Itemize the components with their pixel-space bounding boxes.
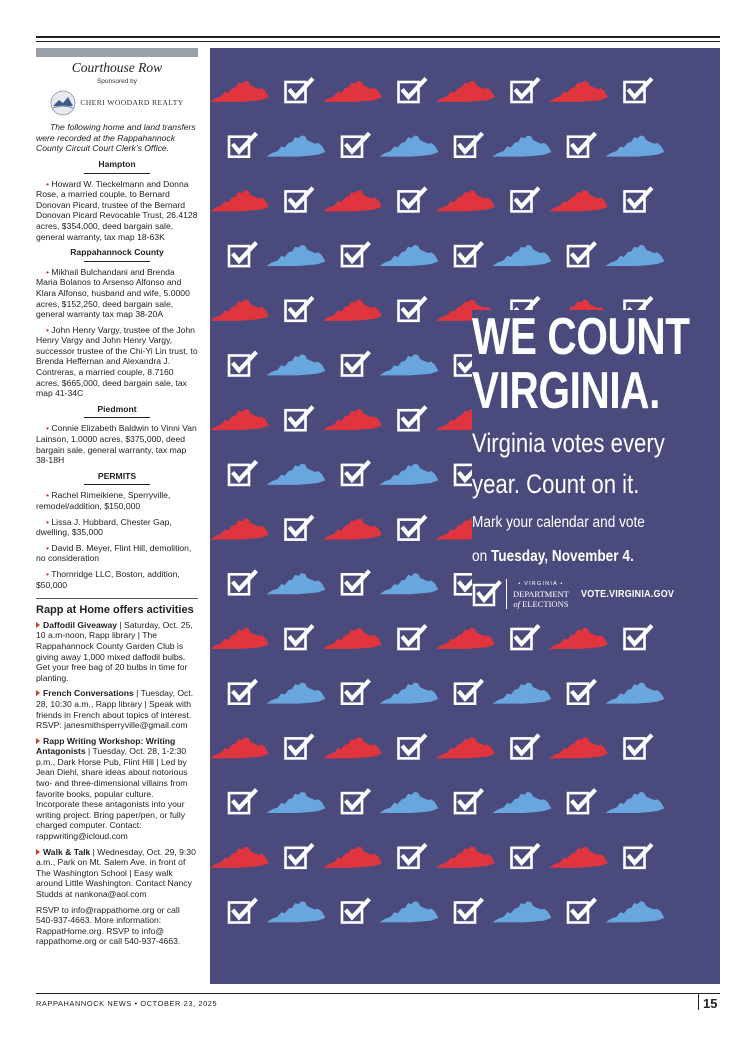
top-rule-thin — [36, 41, 720, 42]
triangle-bullet-icon — [36, 738, 40, 744]
section-heading: Piedmont — [97, 403, 137, 414]
checkbox-check-icon — [342, 135, 368, 157]
virginia-state-icon — [493, 245, 552, 266]
checkbox-check-icon — [568, 135, 594, 157]
virginia-state-icon — [323, 518, 382, 539]
footer-rule — [36, 993, 720, 994]
virginia-state-icon — [549, 190, 608, 211]
bullet-icon: • — [46, 490, 52, 501]
subhead-line-1: Virginia votes every — [472, 428, 665, 458]
divider — [36, 598, 198, 599]
courthouse-row-title: Courthouse Row — [71, 60, 163, 75]
virginia-state-icon — [267, 464, 326, 485]
transfer-text: Lissa J. Hubbard, Chester Gap, dwelling, $35,000 — [36, 516, 172, 538]
virginia-state-icon — [210, 190, 269, 211]
bullet-icon: • — [46, 542, 52, 553]
virginia-state-icon — [493, 901, 552, 922]
left-column — [36, 48, 198, 952]
checkbox-check-icon — [342, 244, 368, 266]
checkbox-check-icon — [455, 682, 481, 704]
sponsor-name: CHERI WOODARD REALTY — [80, 97, 184, 107]
ad-headline-block — [472, 310, 712, 610]
checkbox-check-icon — [286, 627, 312, 649]
footer-publication: RAPPAHANNOCK NEWS • OCTOBER 23, 2025 — [36, 999, 218, 1008]
transfer-text: Rachel Rimeikiene, Sperryville, remodel/addition, $150,000 — [36, 490, 171, 511]
virginia-state-icon — [493, 135, 552, 156]
bullet-icon: • — [46, 423, 52, 434]
transfer-item — [36, 569, 198, 590]
virginia-state-icon — [436, 847, 495, 868]
dept-of: of — [513, 599, 521, 609]
department-text — [506, 579, 569, 609]
virginia-state-icon — [606, 245, 665, 266]
checkbox-check-icon — [625, 189, 651, 211]
checkbox-check-icon — [229, 682, 255, 704]
checkbox-check-icon — [399, 518, 425, 540]
activity-item — [36, 736, 198, 842]
section-heading-rule — [84, 173, 150, 174]
checkbox-check-icon — [455, 901, 481, 923]
virginia-state-icon — [436, 81, 495, 102]
virginia-state-icon — [380, 135, 439, 156]
virginia-state-icon — [436, 737, 495, 758]
headline-virginia: VIRGINIA. — [472, 362, 661, 420]
virginia-state-icon — [380, 682, 439, 703]
virginia-state-icon — [210, 737, 269, 758]
page-number: 15 — [703, 996, 718, 1011]
mountain-logo-icon — [50, 90, 76, 116]
virginia-state-icon — [549, 81, 608, 102]
virginia-state-icon — [323, 300, 382, 321]
checkbox-check-icon — [455, 244, 481, 266]
subhead-line-2: year. Count on it. — [472, 469, 640, 499]
transfer-text: Connie Elizabeth Baldwin to Vinni Van Lainson, 1.0000 acres, $375,000, deed bargain sale, general warranty, tax map 38-18H — [36, 423, 197, 466]
checkbox-check-icon — [229, 244, 255, 266]
we-count-virginia-ad — [210, 48, 720, 984]
small-line-2-pre: on — [472, 548, 491, 565]
section-heading: PERMITS — [97, 470, 137, 481]
virginia-state-icon — [380, 901, 439, 922]
ballot-check-icon — [472, 580, 502, 608]
activity-details: | Saturday, Oct. 25, 10 a.m-noon, Rapp library | The Rappahannock County Garden Club is giving away 1,000 mixed daffodil bulbs. Get your free bag of 20 bulbs in time for planting. — [36, 619, 193, 683]
checkbox-check-icon — [455, 135, 481, 157]
checkbox-check-icon — [229, 572, 255, 594]
virginia-state-icon — [267, 245, 326, 266]
checkbox-check-icon — [286, 518, 312, 540]
transfer-sections — [36, 159, 198, 590]
bullet-icon: • — [46, 178, 52, 189]
checkbox-check-icon — [455, 791, 481, 813]
bullet-icon: • — [46, 516, 52, 527]
virginia-state-icon — [267, 682, 326, 703]
section-header-bar — [36, 48, 198, 57]
virginia-state-icon — [380, 792, 439, 813]
section-heading-rule — [84, 261, 150, 262]
transfer-item — [36, 267, 198, 320]
checkbox-check-icon — [342, 572, 368, 594]
virginia-state-icon — [436, 628, 495, 649]
checkbox-check-icon — [399, 189, 425, 211]
activity-list — [36, 620, 198, 900]
triangle-bullet-icon — [36, 849, 40, 855]
activity-details: | Wednesday, Oct. 29, 9:30 a.m., Park on Mt. Salem Ave. in front of The Washington School | Easy walk around Little Washington. Contact Nancy Studds at nankona@aol.com — [36, 846, 196, 899]
department-band — [472, 573, 712, 617]
virginia-state-icon — [493, 792, 552, 813]
activity-item — [36, 688, 198, 730]
virginia-state-icon — [549, 847, 608, 868]
election-date: Tuesday, November 4. — [490, 548, 634, 565]
page-number-divider — [698, 994, 699, 1010]
checkbox-check-icon — [229, 791, 255, 813]
activity-details: | Tuesday, Oct. 28, 1-2:30 p.m., Dark Horse Pub, Flint Hill | Led by Jean Diehl, share ideas about notorious two- and three-dimensional villains from favorite books, popular culture. Incorporate these antagonists into your writing project. Bring paper/pen, or fully charged computer. Contact: rappwriting@icloud.com — [36, 746, 188, 842]
virginia-state-icon — [606, 135, 665, 156]
dept-line-2: ELECTIONS — [522, 599, 569, 609]
virginia-state-icon — [210, 81, 269, 102]
checkbox-check-icon — [568, 682, 594, 704]
virginia-state-icon — [210, 300, 269, 321]
checkbox-check-icon — [342, 463, 368, 485]
checkbox-check-icon — [229, 463, 255, 485]
transfer-item — [36, 543, 198, 564]
transfer-item — [36, 179, 198, 243]
checkbox-check-icon — [342, 901, 368, 923]
checkbox-check-icon — [399, 846, 425, 868]
checkbox-check-icon — [512, 736, 538, 758]
vote-virginia-link[interactable]: VOTE.VIRGINIA.GOV — [580, 588, 674, 600]
transfer-item — [36, 423, 198, 465]
transfer-text: Thornridge LLC, Boston, addition, $50,000 — [36, 568, 180, 590]
bullet-icon: • — [46, 568, 52, 579]
virginia-state-icon — [606, 901, 665, 922]
virginia-state-icon — [267, 354, 326, 375]
checkbox-check-icon — [342, 791, 368, 813]
virginia-state-icon — [549, 628, 608, 649]
activity-name: Walk & Talk — [43, 846, 91, 857]
bullet-icon: • — [46, 324, 52, 335]
checkbox-check-icon — [286, 299, 312, 321]
virginia-state-icon — [549, 737, 608, 758]
transfer-text: John Henry Vargy, trustee of the John Henry Vargy and John Henry Vargy, successor trustee of the Chi-Yi Lin trust, to Brenda Heffernan and Alexandra J. Contreras, a married couple, 8.7160 acres, $665,000, deed bargain sale, tax map 41-34C — [36, 324, 198, 399]
virginia-state-icon — [323, 409, 382, 430]
checkbox-check-icon — [568, 791, 594, 813]
section-heading-rule — [84, 484, 150, 485]
checkbox-check-icon — [625, 80, 651, 102]
checkbox-check-icon — [512, 80, 538, 102]
checkbox-check-icon — [399, 299, 425, 321]
virginia-state-icon — [267, 135, 326, 156]
checkbox-check-icon — [625, 736, 651, 758]
checkbox-check-icon — [286, 408, 312, 430]
virginia-state-icon — [380, 464, 439, 485]
small-line-1: Mark your calendar and vote — [472, 514, 645, 531]
activity-name: Rapp Writing Workshop: Writing Antagonists — [36, 735, 176, 757]
checkbox-check-icon — [625, 627, 651, 649]
virginia-state-icon — [493, 682, 552, 703]
virginia-state-icon — [606, 682, 665, 703]
virginia-state-icon — [323, 81, 382, 102]
checkbox-check-icon — [625, 846, 651, 868]
headline-we-count: WE COUNT — [472, 308, 690, 366]
section-heading: Rappahannock County — [70, 247, 164, 258]
triangle-bullet-icon — [36, 690, 40, 696]
courthouse-intro: The following home and land transfers were recorded at the Rappahannock County Circuit Court Clerk’s Office. — [36, 122, 196, 154]
checkbox-check-icon — [399, 408, 425, 430]
checkbox-check-icon — [399, 736, 425, 758]
activity-item — [36, 847, 198, 900]
virginia-state-icon — [267, 792, 326, 813]
checkbox-check-icon — [286, 80, 312, 102]
activity-details: | Tuesday, Oct. 28, 10:30 a.m., Rapp library | Speak with friends in French about topics of interest. RSVP: janesmithsperryville@gmail.com — [36, 688, 194, 731]
transfer-item — [36, 490, 198, 511]
virginia-state-icon — [380, 245, 439, 266]
top-rule — [36, 36, 720, 38]
activity-name: French Conversations — [43, 688, 134, 699]
department-of-elections-logo — [472, 579, 690, 609]
sponsored-by-label: Sponsored by — [96, 77, 138, 85]
checkbox-check-icon — [229, 901, 255, 923]
rapp-at-home-title: Rapp at Home offers activities — [36, 604, 194, 617]
virginia-state-icon — [606, 792, 665, 813]
virginia-state-icon — [210, 409, 269, 430]
section-heading: Hampton — [98, 158, 136, 169]
triangle-bullet-icon — [36, 622, 40, 628]
bullet-icon: • — [46, 266, 52, 277]
virginia-state-icon — [323, 737, 382, 758]
checkbox-check-icon — [568, 244, 594, 266]
section-heading-rule — [84, 417, 150, 418]
virginia-state-icon — [436, 190, 495, 211]
checkbox-check-icon — [342, 354, 368, 376]
transfer-item — [36, 517, 198, 538]
checkbox-check-icon — [512, 189, 538, 211]
activity-name: Daffodil Giveaway — [43, 619, 118, 630]
transfer-item — [36, 325, 198, 399]
checkbox-check-icon — [286, 736, 312, 758]
virginia-state-icon — [323, 190, 382, 211]
dept-line-1: DEPARTMENT — [513, 589, 569, 599]
checkbox-check-icon — [286, 189, 312, 211]
transfer-text: Mikhail Bulchandani and Brenda Maria Bolanos to Arsenso Alfonso and Klara Alfonso, husband and wife, 5.0000 acres, $152,250, deed bargain sale, general warranty tax map 38-20A — [36, 266, 190, 320]
virginia-state-icon — [323, 628, 382, 649]
virginia-state-icon — [210, 518, 269, 539]
virginia-state-icon — [380, 573, 439, 594]
virginia-state-icon — [323, 847, 382, 868]
virginia-state-icon — [210, 847, 269, 868]
virginia-state-icon — [380, 354, 439, 375]
checkbox-check-icon — [512, 627, 538, 649]
checkbox-check-icon — [568, 901, 594, 923]
small-line-2 — [472, 546, 683, 568]
transfer-text: Howard W. Tieckelmann and Donna Rose, a married couple, to Bernard Donovan Picard, trustee of the Bernard Donovan Picard Revocable Trust, 26.4128 acres, $354,000, deed bargain sale, general warranty, tax map 18-63K — [36, 178, 198, 242]
checkbox-check-icon — [229, 135, 255, 157]
rsvp-text: RSVP to info@rappathome.org or call 540-937-4663. More information: RappatHome.org. RSVP to info@ rappathome.org or call 540-937-4663. — [36, 904, 181, 947]
checkbox-check-icon — [229, 354, 255, 376]
dept-state: • VIRGINIA • — [518, 581, 564, 587]
virginia-state-icon — [267, 901, 326, 922]
checkbox-check-icon — [342, 682, 368, 704]
virginia-state-icon — [210, 628, 269, 649]
transfer-text: David B. Meyer, Flint Hill, demolition, no consideration — [36, 542, 192, 564]
checkbox-check-icon — [512, 846, 538, 868]
checkbox-check-icon — [286, 846, 312, 868]
sponsor-logo — [36, 90, 198, 116]
virginia-state-icon — [267, 573, 326, 594]
checkbox-check-icon — [399, 627, 425, 649]
activity-item — [36, 620, 198, 684]
checkbox-check-icon — [399, 80, 425, 102]
